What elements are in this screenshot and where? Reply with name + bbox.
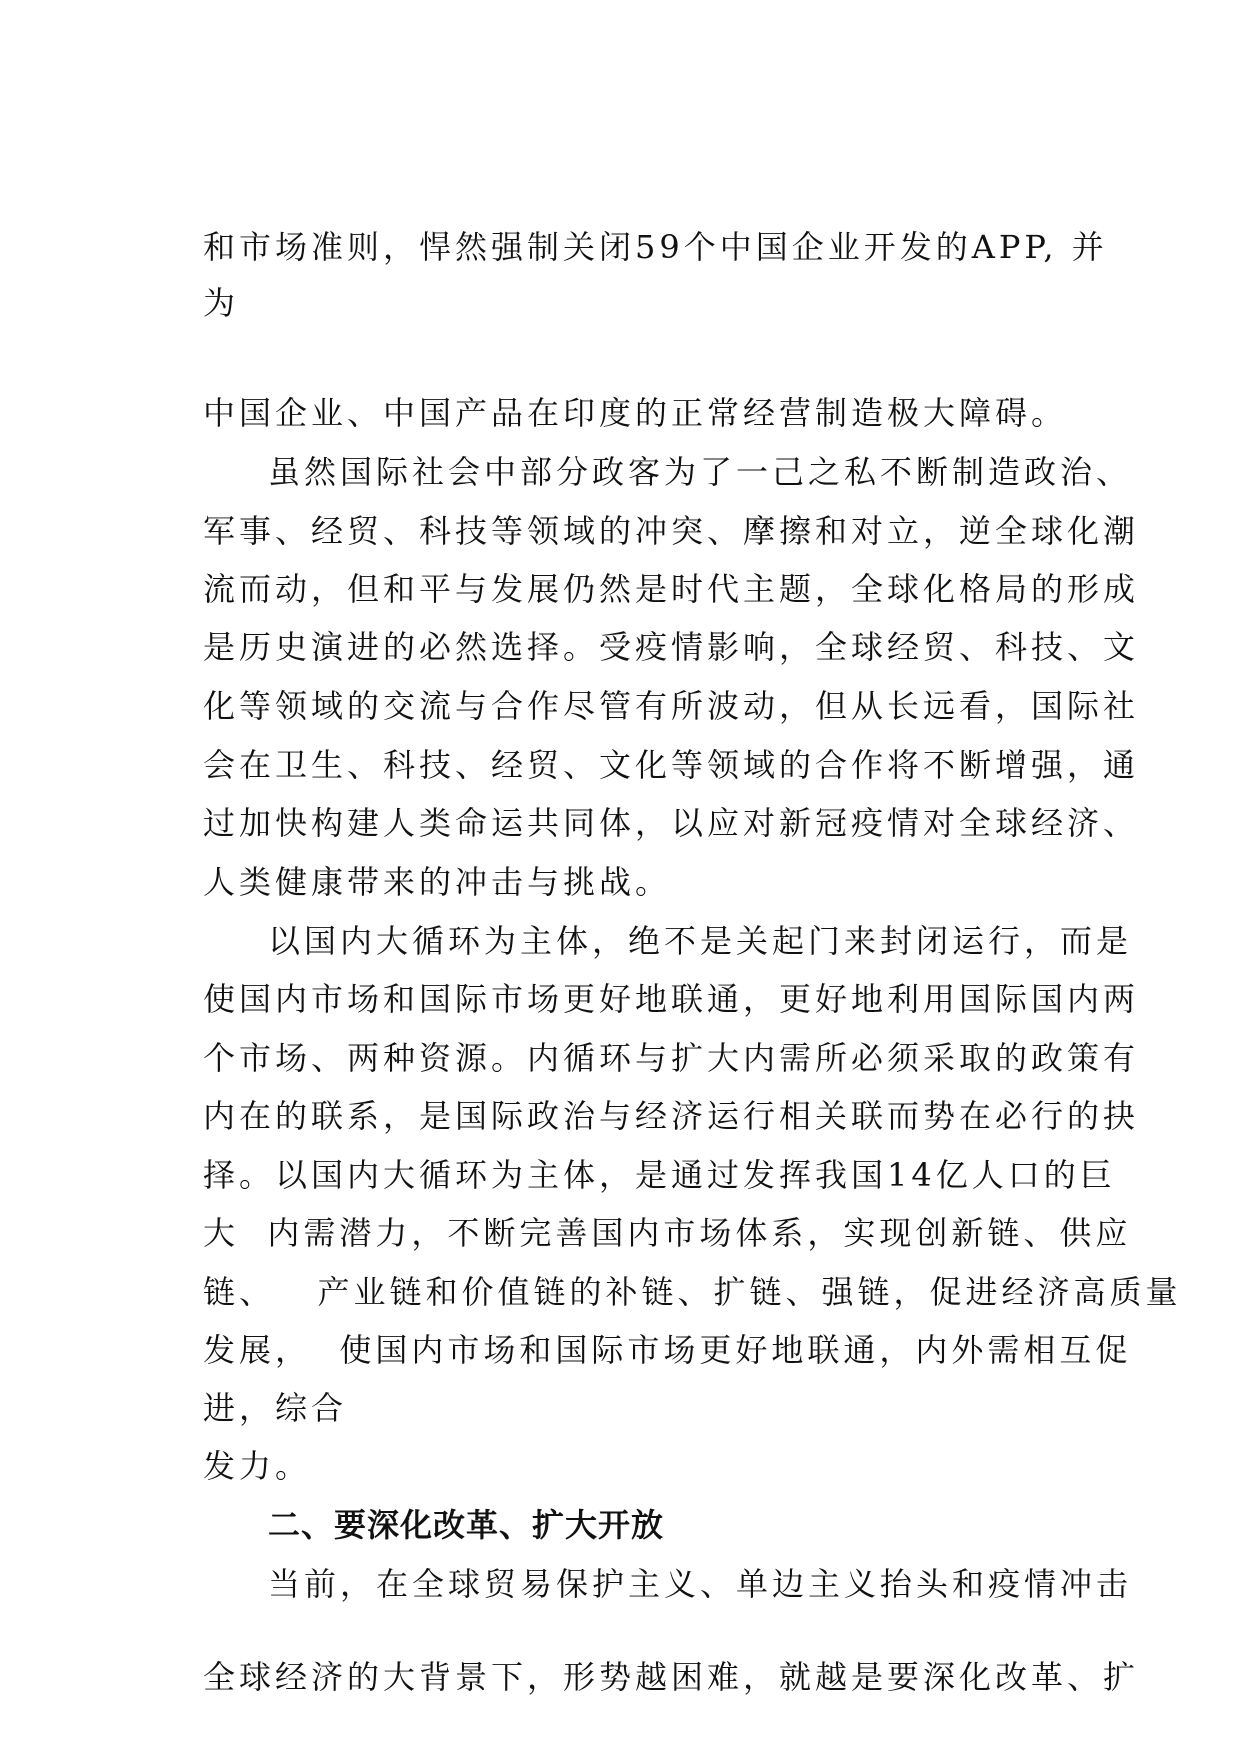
paragraph-first-line: 虽然国际社会中部分政客为了一己之私不断制造政治、 <box>268 453 1133 491</box>
text-line: 链、 产业链和价值链的补链、扩链、强链，促进经济高质量 <box>203 1273 1182 1311</box>
text-line: 会在卫生、科技、经贸、文化等领域的合作将不断增强，通 <box>203 746 1140 784</box>
text-line: 发展， 使国内市场和国际市场更好地联通，内外需相互促 <box>203 1331 1132 1369</box>
paragraph-first-line: 当前，在全球贸易保护主义、单边主义抬头和疫情冲击 <box>268 1565 1133 1603</box>
text-line: 内在的联系，是国际政治与经济运行相关联而势在必行的抉 <box>203 1097 1140 1135</box>
text-line: 流而动，但和平与发展仍然是时代主题，全球化格局的形成 <box>203 570 1140 608</box>
text-line: 进，综合 <box>203 1389 348 1427</box>
text-line: 军事、经贸、科技等领域的冲突、摩擦和对立，逆全球化潮 <box>203 512 1140 550</box>
text-line: 为 <box>203 284 240 322</box>
text-line: 人类健康带来的冲击与挑战。 <box>203 863 672 901</box>
section-heading: 二、要深化改革、扩大开放 <box>268 1506 665 1544</box>
text-line: 择。以国内大循环为主体，是通过发挥我国14亿人口的巨 <box>203 1156 1116 1194</box>
text-line: 中国企业、中国产品在印度的正常经营制造极大障碍。 <box>203 394 1068 432</box>
text-line: 大 内需潜力，不断完善国内市场体系，实现创新链、供应 <box>203 1214 1132 1252</box>
text-line: 和市场准则，悍然强制关闭59个中国企业开发的APP, 并 <box>203 228 1108 266</box>
text-line: 过加快构建人类命运共同体，以应对新冠疫情对全球经济、 <box>203 804 1140 842</box>
text-line: 个市场、两种资源。内循环与扩大内需所必须采取的政策有 <box>203 1039 1140 1077</box>
text-line: 化等领域的交流与合作尽管有所波动，但从长远看，国际社 <box>203 687 1140 725</box>
paragraph-first-line: 以国内大循环为主体，绝不是关起门来封闭运行，而是 <box>268 922 1133 960</box>
text-line: 全球经济的大背景下，形势越困难，就越是要深化改革、扩 <box>203 1658 1140 1696</box>
text-line: 使国内市场和国际市场更好地联通，更好地利用国际国内两 <box>203 980 1140 1018</box>
text-line: 发力。 <box>203 1447 312 1485</box>
text-line: 是历史演进的必然选择。受疫情影响，全球经贸、科技、文 <box>203 628 1140 666</box>
